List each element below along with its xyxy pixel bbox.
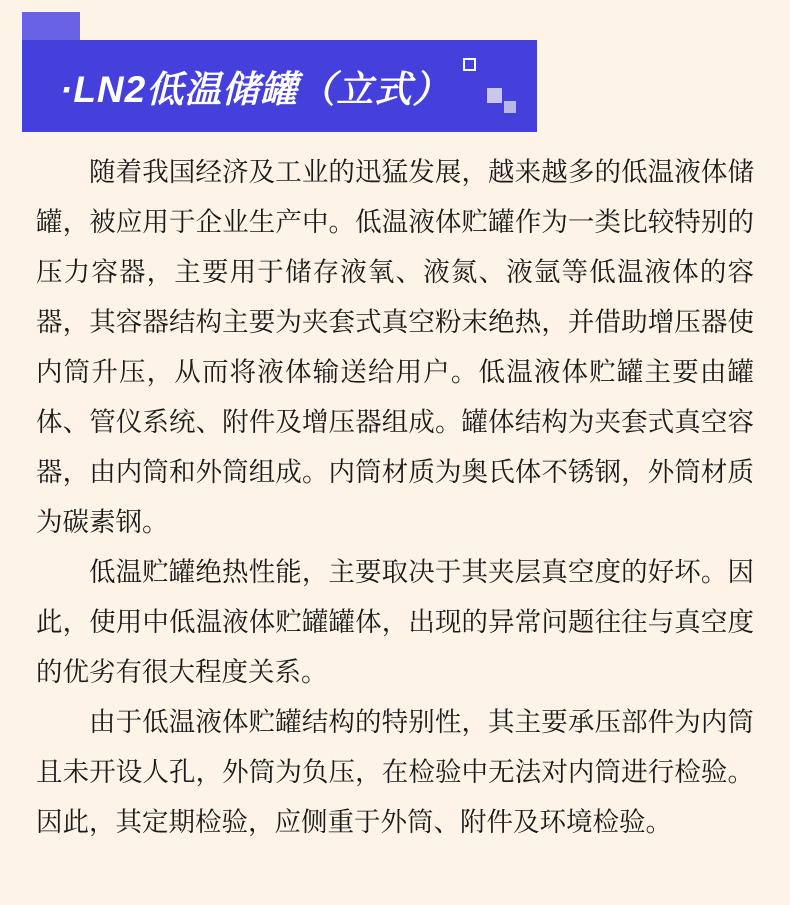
left-margin-band — [0, 0, 22, 905]
decorative-square-icon-1 — [487, 88, 502, 103]
paragraph: 随着我国经济及工业的迅猛发展，越来越多的低温液体储罐，被应用于企业生产中。低温液体贮罐作为一类比较特别的压力容器，主要用于储存液氧、液氮、液氩等低温液体的容器，其容器结构主要为夹套式真空粉末绝热，并借助增压器使内筒升压，从而将液体输送给用户。低温液体贮罐主要由罐体、管仪系统、附件及增压器组成。罐体结构为夹套式真空容器，由内筒和外筒组成。内筒材质为奥氏体不锈钢，外筒材质为碳素钢。 — [36, 157, 754, 538]
paragraph: 由于低温液体贮罐结构的特别性，其主要承压部件为内筒且未开设人孔，外筒为负压，在检验中无法对内筒进行检验。因此，其定期检验，应侧重于外筒、附件及环境检验。 — [36, 707, 754, 838]
decorative-square-icon-2 — [504, 101, 516, 113]
title-banner — [22, 40, 537, 132]
body-content — [36, 148, 754, 848]
page-title: ·LN2低温储罐（立式） — [60, 69, 451, 110]
paragraph: 低温贮罐绝热性能，主要取决于其夹层真空度的好坏。因此，使用中低温液体贮罐罐体，出现的异常问题往往与真空度的优劣有很大程度关系。 — [36, 557, 754, 688]
decorative-outline-square-icon — [463, 58, 476, 71]
